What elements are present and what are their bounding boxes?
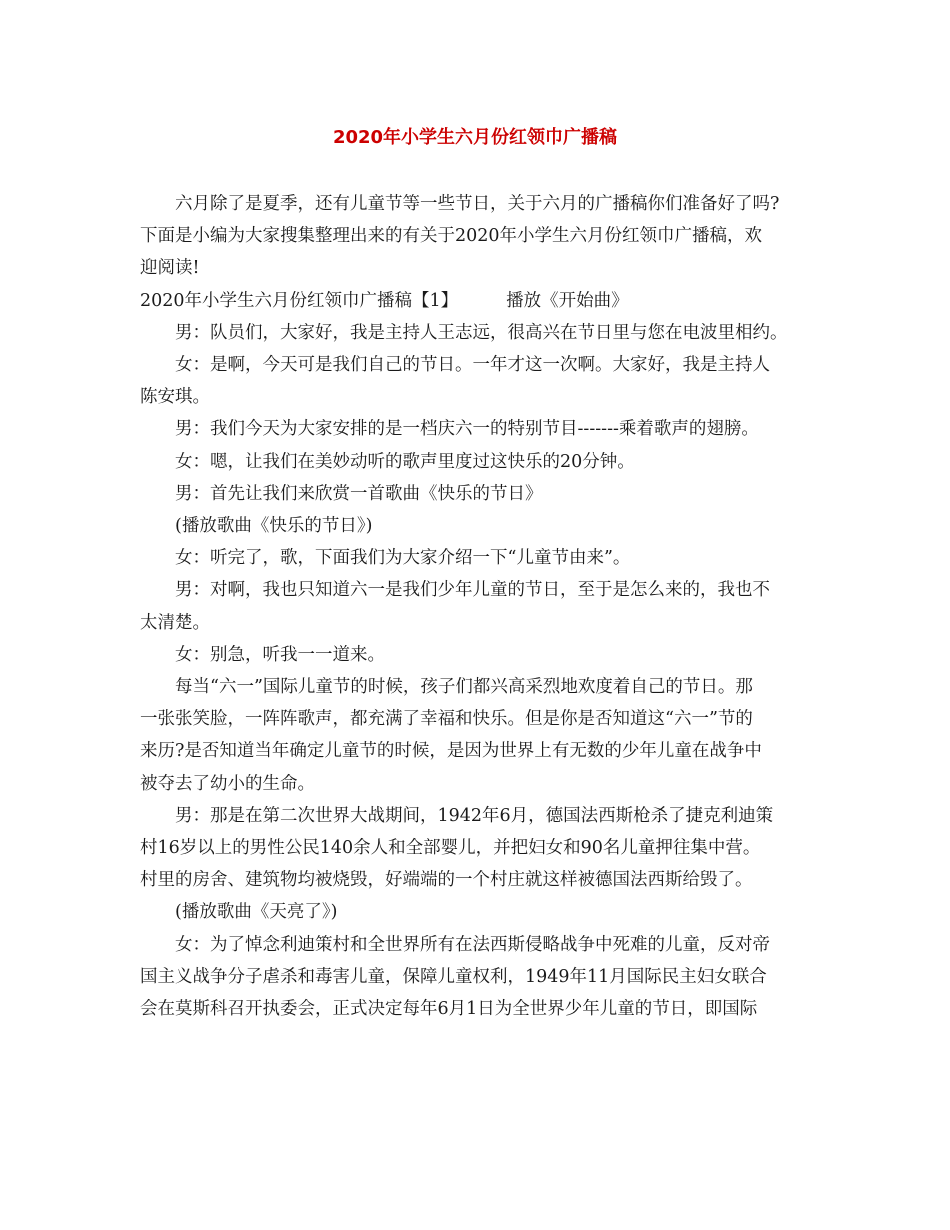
document-title: 2020年小学生六月份红领巾广播稿 [332,127,618,148]
script-lines [140,317,815,1025]
script-line: 每当“六一”国际儿童节的时候，孩子们都兴高采烈地欢度着自己的节日。那 [175,677,753,698]
script-line: 男：我们今天为大家安排的是一档庆六一的特别节目-------乘着歌声的翅膀。 [175,419,759,440]
script-line: 女：别急，听我一一道来。 [175,644,385,665]
section-heading-line [140,285,815,317]
script-line: 男：首先让我们来欣赏一首歌曲《快乐的节日》 [175,483,543,504]
script-line: 女：听完了，歌，下面我们为大家介绍一下“儿童节由来”。 [175,548,631,569]
script-line: 男：对啊，我也只知道六一是我们少年儿童的节日，至于是怎么来的，我也不 [175,580,770,601]
script-line: (播放歌曲《天亮了》) [175,902,338,923]
script-line: (播放歌曲《快乐的节日》) [175,516,373,537]
script-line: 女：是啊，今天可是我们自己的节日。一年才这一次啊。大家好，我是主持人 [175,355,770,376]
intro-line: 六月除了是夏季，还有儿童节等一些节日，关于六月的广播稿你们准备好了吗? [175,194,780,214]
script-line: 男：队员们，大家好，我是主持人王志远，很高兴在节日里与您在电波里相约。 [175,322,788,343]
script-line: 国主义战争分子虐杀和毒害儿童，保障儿童权利，1949年11月国际民主妇女联合 [140,966,767,987]
script-line: 村16岁以上的男性公民140余人和全部婴儿，并把妇女和90名儿童押往集中营。 [140,838,761,859]
script-line: 会在莫斯科召开执委会，正式决定每年6月1日为全世界少年儿童的节日，即国际 [140,999,758,1020]
script-line: 女：嗯，让我们在美妙动听的歌声里度过这快乐的20分钟。 [175,451,635,472]
script-line: 村里的房舍、建筑物均被烧毁，好端端的一个村庄就这样被德国法西斯给毁了。 [140,870,753,891]
script-line: 来历?是否知道当年确定儿童节的时候，是因为世界上有无数的少年儿童在战争中 [140,741,762,762]
document-body [140,188,815,1025]
section-note: 播放《开始曲》 [506,290,629,311]
intro-line: 迎阅读! [140,258,200,279]
script-line: 太清楚。 [140,612,210,633]
script-line: 陈安琪。 [140,387,210,408]
intro-line: 下面是小编为大家搜集整理出来的有关于2020年小学生六月份红领巾广播稿，欢 [140,226,763,247]
script-line: 一张张笑脸，一阵阵歌声，都充满了幸福和快乐。但是你是否知道这“六一”节的 [140,709,753,730]
section-heading: 2020年小学生六月份红领巾广播稿【1】 [140,290,459,311]
script-line: 被夺去了幼小的生命。 [140,773,315,794]
script-line: 女：为了悼念利迪策村和全世界所有在法西斯侵略战争中死难的儿童，反对帝 [175,934,770,955]
script-line: 男：那是在第二次世界大战期间，1942年6月，德国法西斯枪杀了捷克利迪策 [175,805,774,826]
